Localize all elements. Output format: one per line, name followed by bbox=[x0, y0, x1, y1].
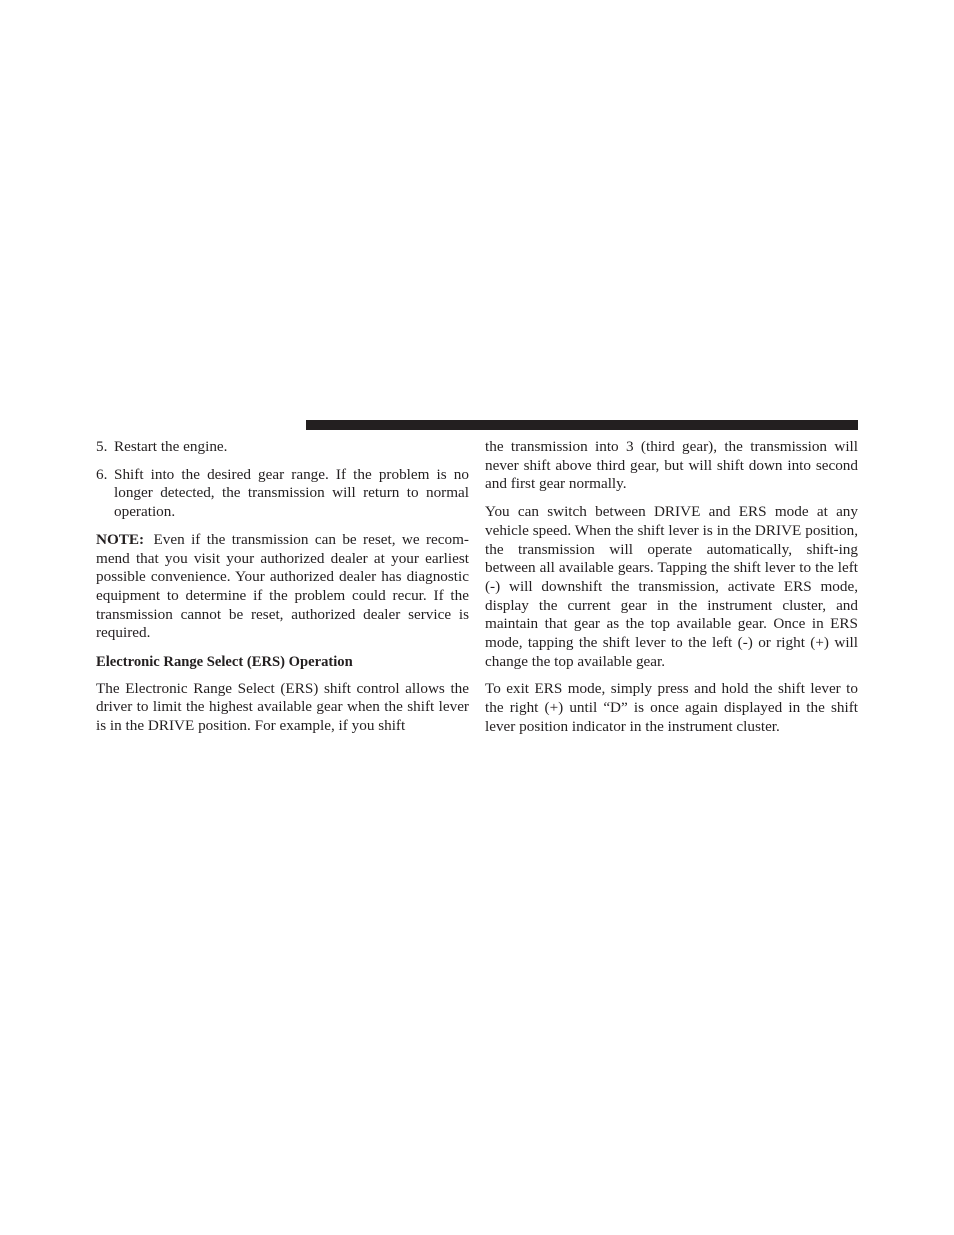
header-rule bbox=[306, 420, 858, 430]
switch-mode-paragraph: You can switch between DRIVE and ERS mode at any vehicle speed. When the shift lever is in the DRIVE position, the transmission will operate automatically, shift-ing between all available gears. Tapping the shift lever to the left (-) will downshift the transmission, activate ERS mode, display the current gear in the instrument cluster, and maintain that gear as the top available gear. Once in ERS mode, tapping the shift lever to the left (-) or right (+) will change the top available gear. bbox=[485, 503, 858, 670]
continuation-paragraph: the transmission into 3 (third gear), the transmission will never shift above third gear, but will shift down into second and first gear normally. bbox=[485, 438, 858, 493]
list-item-step-6 bbox=[96, 466, 469, 522]
step-number: 5. bbox=[96, 438, 108, 455]
ers-intro-paragraph: The Electronic Range Select (ERS) shift control allows the driver to limit the highest available gear when the shift lever is in the DRIVE position. For example, if you shift bbox=[96, 679, 469, 735]
step-number: 6. bbox=[96, 465, 108, 483]
section-heading: Electronic Range Select (ERS) Operation bbox=[96, 654, 353, 671]
right-column bbox=[485, 438, 858, 746]
note-paragraph bbox=[96, 531, 469, 643]
step-text: Shift into the desired gear range. If the problem is no longer detected, the transmission will return to normal operation. bbox=[114, 465, 469, 521]
note-label: NOTE: bbox=[96, 530, 145, 548]
list-item-step-5 bbox=[96, 438, 469, 457]
exit-mode-paragraph: To exit ERS mode, simply press and hold the shift lever to the right (+) until “D” is once again displayed in the shift lever position indicator in the instrument cluster. bbox=[485, 680, 858, 735]
step-text: Restart the engine. bbox=[114, 438, 228, 455]
note-text: Even if the transmission can be reset, we recom-mend that you visit your authorized dealer at your earliest possible convenience. Your authorized dealer has diagnostic equipment to determine if the problem could recur. If the transmission cannot be reset, authorized dealer service is required. bbox=[96, 530, 469, 642]
left-column bbox=[96, 438, 469, 745]
